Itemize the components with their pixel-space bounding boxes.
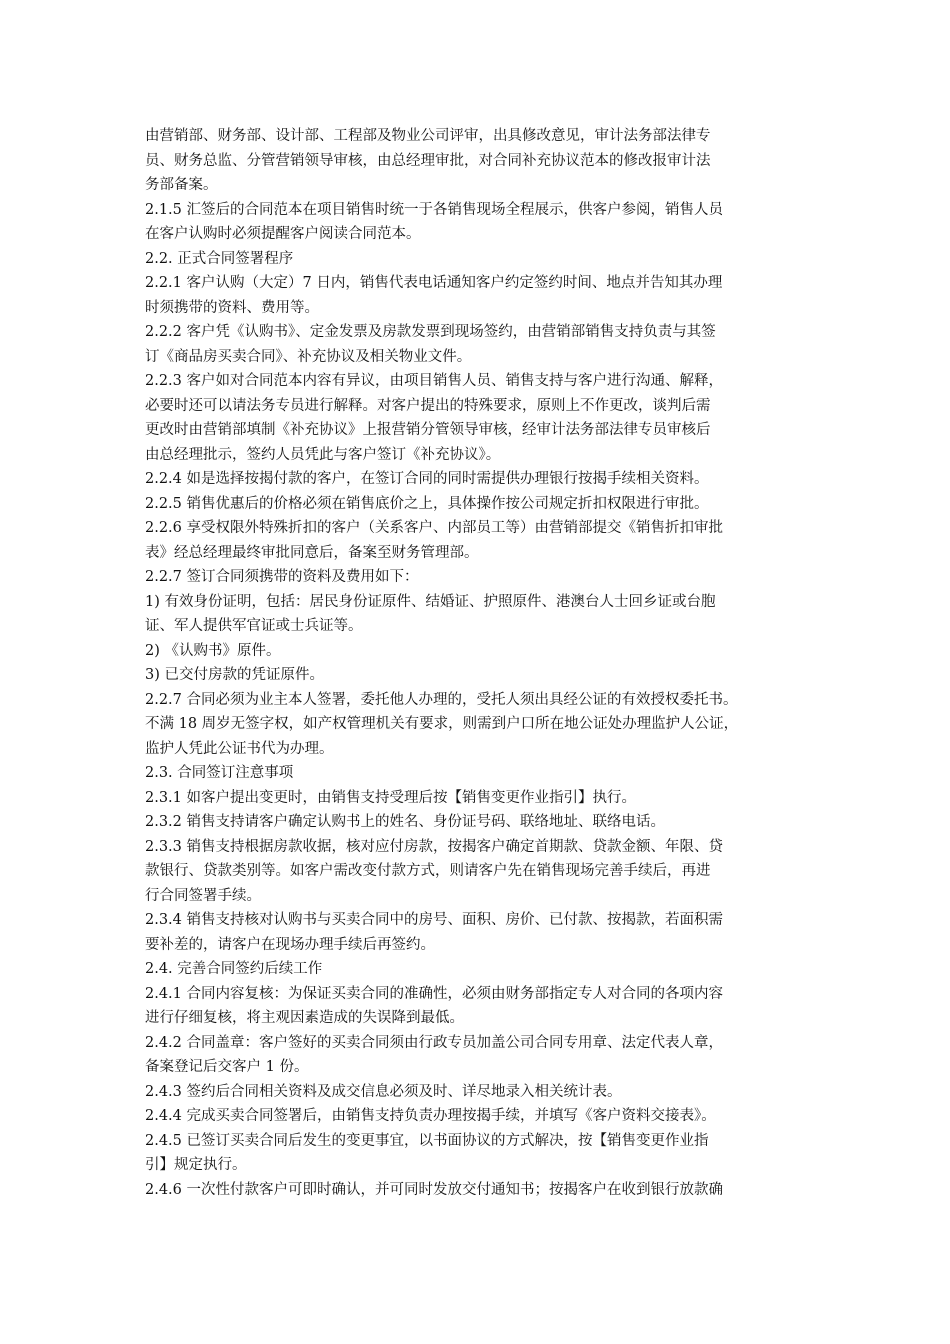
paragraph: 2.4.1 合同内容复核：为保证买卖合同的准确性，必须由财务部指定专人对合同的各项内容 进行仔细复核，将主观因素造成的失误降到最低。: [145, 985, 723, 1026]
paragraph: 2.3.4 销售支持核对认购书与买卖合同中的房号、面积、房价、已付款、按揭款，若面积需 要补差的，请客户在现场办理手续后再签约。: [145, 912, 723, 953]
section-heading: 2.3. 合同签订注意事项: [145, 765, 294, 781]
paragraph: 2.2.4 如是选择按揭付款的客户，在签订合同的同时需提供办理银行按揭手续相关资料。: [145, 471, 709, 487]
paragraph: 2.1.5 汇签后的合同范本在项目销售时统一于各销售现场全程展示，供客户参阅，销售人员 在客户认购时必须提醒客户阅读合同范本。: [145, 201, 723, 242]
paragraph: 2.3.1 如客户提出变更时，由销售支持受理后按【销售变更作业指引】执行。: [145, 789, 637, 806]
paragraph: 2.4.3 签约后合同相关资料及成交信息必须及时、详尽地录入相关统计表。: [145, 1083, 622, 1100]
list-item: 1) 有效身份证明，包括：居民身份证原件、结婚证、护照原件、港澳台人士回乡证或台胞 证、军人提供军官证或士兵证等。: [145, 593, 716, 634]
paragraph: 2.2.7 合同必须为业主本人签署，委托他人办理的，受托人须出具经公证的有效授权委托书。 不满 18 周岁无签字权，如产权管理机关有要求，则需到户口所在地公证处办理监护人公证， 监护人凭此公证书代为办理。: [145, 691, 739, 757]
paragraph: 2.2.7 签订合同须携带的资料及费用如下：: [145, 569, 419, 585]
list-item: 3) 已交付房款的凭证原件。: [145, 667, 324, 683]
paragraph: 2.2.5 销售优惠后的价格必须在销售底价之上，具体操作按公司规定折扣权限进行审批。: [145, 495, 709, 512]
list-item: 2) 《认购书》原件。: [145, 642, 281, 659]
paragraph: 2.4.6 一次性付款客户可即时确认，并可同时发放交付通知书；按揭客户在收到银行放款确: [145, 1181, 723, 1198]
paragraph: 2.2.2 客户凭《认购书》、定金发票及房款发票到现场签约，由营销部销售支持负责与其签 订《商品房买卖合同》、补充协议及相关物业文件。: [145, 324, 716, 365]
section-heading: 2.4. 完善合同签约后续工作: [145, 961, 323, 977]
paragraph: 由营销部、财务部、设计部、工程部及物业公司评审，出具修改意见，审计法务部法律专 员、财务总监、分管营销领导审核，由总经理审批，对合同补充协议范本的修改报审计法 务部备案。: [145, 128, 711, 193]
paragraph: 2.2.3 客户如对合同范本内容有异议，由项目销售人员、销售支持与客户进行沟通、解释， 必要时还可以请法务专员进行解释。对客户提出的特殊要求，原则上不作更改，谈判后需 更改时由营销部填制《补充协议》上报营销分管领导审核，经审计法务部法律专员审核后 由总经理批示，签约人员凭此与客户签订《补充协议》。: [145, 373, 723, 463]
paragraph: 2.2.1 客户认购（大定）7 日内，销售代表电话通知客户约定签约时间、地点并告知其办理 时须携带的资料、费用等。: [145, 275, 723, 316]
paragraph: 2.2.6 享受权限外特殊折扣的客户（关系客户、内部员工等）由营销部提交《销售折扣审批 表》经总经理最终审批同意后，备案至财务管理部。: [145, 520, 723, 561]
section-heading: 2.2. 正式合同签署程序: [145, 250, 294, 267]
paragraph: 2.3.2 销售支持请客户确定认购书上的姓名、身份证号码、联络地址、联络电话。: [145, 814, 666, 830]
paragraph: 2.4.4 完成买卖合同签署后，由销售支持负责办理按揭手续，并填写《客户资料交接表》。: [145, 1108, 716, 1124]
document-body: [145, 124, 820, 1202]
paragraph: 2.3.3 销售支持根据房款收据，核对应付房款，按揭客户确定首期款、贷款金额、年限、贷 款银行、贷款类别等。如客户需改变付款方式，则请客户先在销售现场完善手续后，再进 行合同签署手续。: [145, 838, 723, 904]
paragraph: 2.4.5 已签订买卖合同后发生的变更事宜，以书面协议的方式解决，按【销售变更作业指 引】规定执行。: [145, 1132, 709, 1173]
paragraph: 2.4.2 合同盖章：客户签好的买卖合同须由行政专员加盖公司合同专用章、法定代表人章， 备案登记后交客户 1 份。: [145, 1034, 723, 1075]
